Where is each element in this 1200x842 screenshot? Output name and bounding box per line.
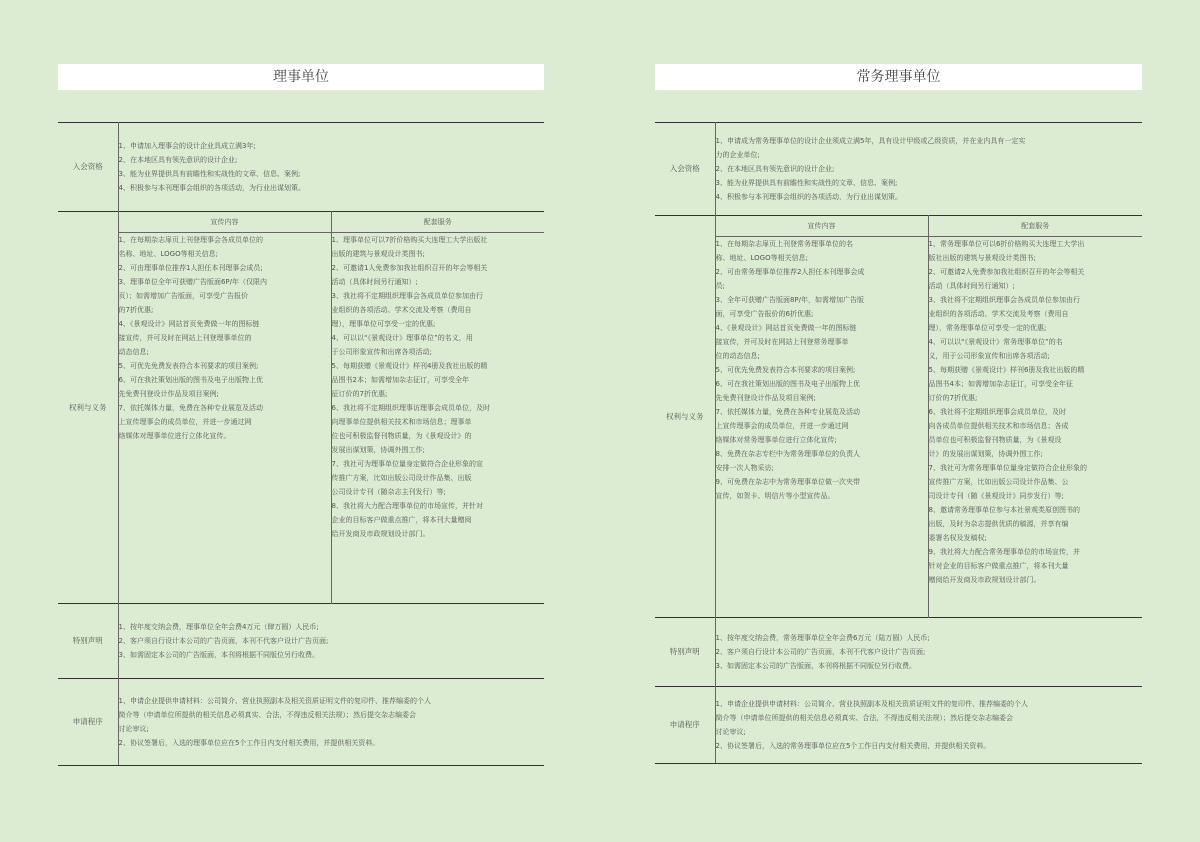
list-line: 接宣传，并可及时在网站上刊登常务理事单 (715, 338, 849, 346)
list-line: 活动（具体时间另行通知）; (331, 278, 418, 286)
list-line: 2、可邀请2人免费参加我社组织召开的年会等相关 (928, 268, 1085, 276)
list-line: 7、依托媒体力量，免费在各种专业展览及活动 (118, 404, 263, 412)
list-line: 3、理事单位全年可获赠广告版面6P/年（仅限内 (118, 278, 267, 286)
list-line: 1、按年度交纳会费，理事单位全年会费4万元（肆万圆）人民币; (118, 623, 319, 631)
list-line: 的7折优惠; (118, 306, 154, 314)
list-line: 员单位也可积极监督刊物质量，为《景观设 (928, 436, 1062, 444)
list-line: 宣传推广方案，比如出版公司设计作品集、公 (928, 478, 1069, 486)
right-service-header: 配套服务 (928, 216, 1142, 237)
list-line: 7、我社可为常务理事单位量身定做符合企业形象的 (928, 464, 1087, 472)
list-line: 3、全年可获赠广告版面8P/年，如需增加广告版 (715, 296, 864, 304)
list-line: 接宣传，并可及时在网站上刊登理事单位的 (118, 334, 252, 342)
list-line: 1、按年度交纳会费，常务理事单位全年会费6万元（陆万圆）人民币; (715, 634, 930, 642)
right-promo-list (715, 237, 928, 618)
list-line: 5、每期获赠《景观设计》样刊4册及我社出版的精 (331, 362, 488, 370)
list-line: 动态信息; (118, 348, 149, 356)
list-line: 2、在本地区具有领先意识的设计企业; (715, 165, 835, 173)
left-qualify-list (118, 123, 544, 212)
list-line: 业组织的各项活动、学术交流及考察（费用自 (928, 310, 1069, 318)
list-line: 络媒体对常务理事单位进行立体化宣传; (715, 436, 837, 444)
list-line: 9、我社将大力配合常务理事单位的市场宣传，并 (928, 548, 1080, 556)
right-rights-label: 权利与义务 (655, 216, 715, 618)
list-line: 9、可免费在杂志中为常务理事单位做一次夹带 (715, 478, 860, 486)
left-promo-header: 宣传内容 (118, 212, 331, 233)
left-promo-list (118, 233, 331, 604)
list-line: 3、能为业界提供具有前瞻性和实战性的文章、信息、案例; (118, 170, 301, 178)
list-line: 1、在每期杂志扉页上刊登常务理事单位的名 (715, 240, 853, 248)
right-membership-table (655, 122, 1142, 764)
list-line: 页）；如需增加广告版面，可享受广告报价 (118, 292, 248, 300)
list-line: 6、我社将不定期组织理事访理事会成员单位，及时 (331, 404, 490, 412)
list-line: 2、可邀请1人免费参加我社组织召开的年会等相关 (331, 264, 488, 272)
list-line: 讨论审议; (715, 728, 746, 736)
list-line: 2、客户须自行设计本公司的广告页面，本刊不代客户设计广告页面; (118, 637, 329, 645)
list-line: 版社出版的建筑与景观设计类图书; (928, 254, 1036, 262)
list-line: 4、积极参与本刊理事会组织的各项活动，为行业出谋划策。 (118, 184, 305, 192)
list-line: 3、我社将不定期组织理事会各成员单位参加由行 (331, 292, 483, 300)
list-line: 先免费刊登设计作品及项目案例; (118, 390, 219, 398)
list-line: 订价的7折优惠; (928, 394, 978, 402)
list-line: 面，可享受广告报价的6折优惠; (715, 310, 814, 318)
list-line: 6、可在我社策划出版的图书及电子出版物上优 (118, 376, 263, 384)
list-line: 6、可在我社策划出版的图书及电子出版物上优 (715, 380, 860, 388)
list-line: 5、可优先免费发表符合本刊要求的项目案例; (715, 366, 856, 374)
list-line: 理），理事单位可享受一定的优惠; (331, 320, 436, 328)
list-line: 传推广方案，比如出版公司设计作品集、出版 (331, 474, 472, 482)
list-line: 8、邀请常务理事单位参与本社景观类原创图书的 (928, 506, 1080, 514)
list-line: 征订价的7折优惠; (331, 390, 388, 398)
list-line: 活动（具体时间另行通知）; (928, 282, 1015, 290)
list-line: 品图书4本；如需增加杂志征订，可享受全年征 (928, 380, 1073, 388)
left-page-title: 理事单位 (58, 64, 544, 90)
list-line: 讨论审议; (118, 725, 149, 733)
list-line: 于公司形象宣传和出席各项活动; (331, 348, 432, 356)
list-line: 企业的目标客户做重点推广，将本刊大量赠阅 (331, 516, 472, 524)
list-line: 赠阅给开发商及市政规划设计部门。 (928, 576, 1041, 584)
list-line: 2、可由常务理事单位推荐2人担任本刊理事会成 (715, 268, 865, 276)
list-line: 1、申请企业提供申请材料：公司简介、营业执照副本及相关资质证明文件的复印件、推荐编委的个人 (118, 697, 431, 705)
right-promo-header: 宣传内容 (715, 216, 928, 237)
left-service-header: 配套服务 (331, 212, 544, 233)
list-line: 3、能为业界提供具有前瞻性和实战性的文章、信息、案例; (715, 179, 898, 187)
list-line: 8、免费在杂志专栏中为常务理事单位的负责人 (715, 450, 860, 458)
list-line: 上宣传理事会的成员单位，并进一步通过网 (715, 422, 849, 430)
list-line: 位的动态信息; (715, 352, 760, 360)
list-line: 出版，及时为杂志提供优质的稿源，并享有编 (928, 520, 1069, 528)
right-qualify-list (715, 123, 1142, 216)
right-notice-label: 特别声明 (655, 618, 715, 687)
list-line: 1、申请成为常务理事单位的设计企业须成立满5年，具有设计甲级或乙级资质，并在业内具有一定实 (715, 137, 1026, 145)
list-line: 品图书2本；如需增加杂志征订，可享受全年 (331, 376, 469, 384)
right-notice-list (715, 618, 1142, 687)
right-page-title: 常务理事单位 (655, 64, 1142, 90)
list-line: 先免费刊登设计作品及项目案例; (715, 394, 816, 402)
list-line: 向各成员单位提供相关技术和市场信息；各成 (928, 422, 1069, 430)
list-line: 名称、地址、LOGO等相关信息; (118, 250, 218, 258)
list-line: 4、可以以“《景观设计》常务理事单位”的名 (928, 338, 1063, 346)
list-line: 发展出谋划策，协调外围工作; (331, 446, 425, 454)
list-line: 计》的发展出谋划策，协调外围工作; (928, 450, 1043, 458)
list-line: 宣传，如贺卡、明信片等小型宣传品。 (715, 492, 835, 500)
list-line: 3、我社将不定期组织理事会各成员单位参加由行 (928, 296, 1080, 304)
list-line: 5、可优先免费发表符合本刊要求的项目案例; (118, 362, 259, 370)
list-line: 2、客户须自行设计本公司的广告页面，本刊不代客户设计广告页面; (715, 648, 926, 656)
list-line: 1、理事单位可以7折价格购买大连理工大学出版社 (331, 236, 488, 244)
list-line: 2、协议签署后，入选的常务理事单位应在5个工作日内支付相关费用，并提供相关资料。 (715, 742, 991, 750)
list-line: 1、申请企业提供申请材料：公司简介、营业执照副本及相关资质证明文件的复印件、推荐编委的个人 (715, 700, 1028, 708)
left-notice-label: 特别声明 (58, 604, 118, 679)
list-line: 4、《景观设计》网站首页免费做一年的图标链 (715, 324, 857, 332)
left-membership-table (58, 122, 544, 766)
list-line: 1、申请加入理事会的设计企业具成立满3年; (118, 142, 256, 150)
list-line: 上宣传理事会的成员单位，并进一步通过网 (118, 418, 252, 426)
list-line: 4、积极参与本刊理事会组织的各项活动，为行业出谋划策。 (715, 193, 902, 201)
list-line: 安排一次人物采访; (715, 464, 774, 472)
list-line: 出版的建筑与景观设计类图书; (331, 250, 425, 258)
right-service-list (928, 237, 1142, 618)
list-line: 业组织的各项活动、学术交流及考察（费用自 (331, 306, 472, 314)
list-line: 公司设计专刊（随杂志主刊发行）等; (331, 488, 446, 496)
list-line: 4、可以以“《景观设计》理事单位”的名义，用 (331, 334, 473, 342)
list-line: 4、《景观设计》网站首页免费做一年的图标链 (118, 320, 260, 328)
list-line: 3、如需固定本公司的广告版面，本刊将根据不同版位另行收费。 (118, 651, 319, 659)
list-line: 1、常务理事单位可以6折价格购买大连理工大学出 (928, 240, 1085, 248)
left-apply-list (118, 679, 544, 766)
left-apply-label: 申请程序 (58, 679, 118, 766)
list-line: 司设计专刊（随《景观设计》同步发行）等; (928, 492, 1064, 500)
list-line: 络媒体对理事单位进行立体化宣传。 (118, 432, 231, 440)
list-line: 位也可积极监督刊物质量，为《景观设计》的 (331, 432, 472, 440)
right-qualify-label: 入会资格 (655, 123, 715, 216)
list-line: 委署名权及发稿权; (928, 534, 987, 542)
list-line: 8、我社将大力配合理事单位的市场宣传，并针对 (331, 502, 483, 510)
left-notice-list (118, 604, 544, 679)
list-line: 2、协议签署后，入选的理事单位应在5个工作日内支付相关费用，并提供相关资料。 (118, 739, 380, 747)
list-line: 6、我社将不定期组织理事会成员单位，及时 (928, 408, 1066, 416)
list-line: 7、我社可为理事单位量身定做符合企业形象的宣 (331, 460, 483, 468)
list-line: 2、可由理事单位推荐1人担任本刊理事会成员; (118, 264, 263, 272)
right-apply-list (715, 687, 1142, 764)
left-rights-label: 权利与义务 (58, 212, 118, 604)
left-qualify-label: 入会资格 (58, 123, 118, 212)
list-line: 2、在本地区具有领先意识的设计企业; (118, 156, 238, 164)
list-line: 7、依托媒体力量，免费在各种专业展览及活动 (715, 408, 860, 416)
list-line: 针对企业的目标客户做重点推广，将本刊大量 (928, 562, 1069, 570)
list-line: 给开发商及市政规划设计部门。 (331, 530, 430, 538)
left-service-list (331, 233, 544, 604)
list-line: 力的企业单位; (715, 151, 760, 159)
list-line: 1、在每期杂志扉页上刊登理事会各成员单位的 (118, 236, 263, 244)
list-line: 向理事单位提供相关技术和市场信息；理事单 (331, 418, 472, 426)
list-line: 简介等（申请单位所提供的相关信息必须真实、合法，不得违反相关法规）；然后提交杂志编委会 (118, 711, 416, 719)
list-line: 义，用于公司形象宣传和出席各项活动; (928, 352, 1050, 360)
list-line: 员; (715, 282, 725, 290)
right-apply-label: 申请程序 (655, 687, 715, 764)
list-line: 称、地址、LOGO等相关信息; (715, 254, 808, 262)
list-line: 理），常务理事单位可享受一定的优惠; (928, 324, 1047, 332)
list-line: 3、如需固定本公司的广告版面，本刊将根据不同版位另行收费。 (715, 662, 916, 670)
list-line: 简介等（申请单位所提供的相关信息必须真实、合法，不得违反相关法规）；然后提交杂志编委会 (715, 714, 1013, 722)
list-line: 5、每期获赠《景观设计》样刊6册及我社出版的精 (928, 366, 1085, 374)
